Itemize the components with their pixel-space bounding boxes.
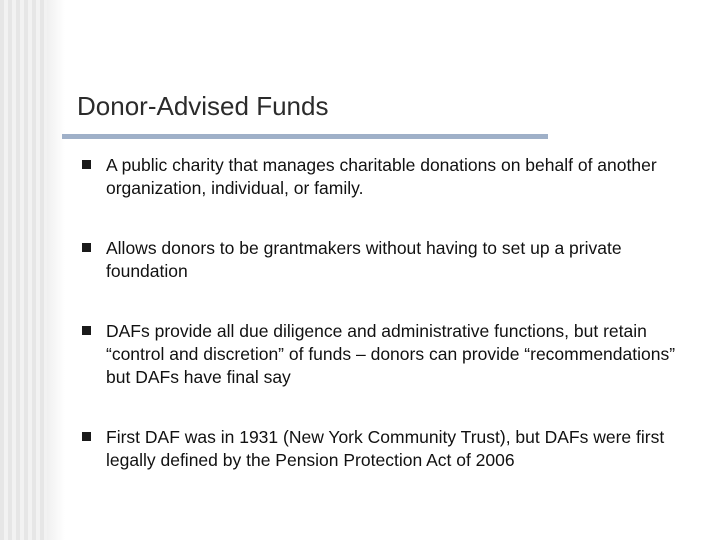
square-bullet-icon <box>82 243 91 252</box>
square-bullet-icon <box>82 432 91 441</box>
bullet-text: Allows donors to be grantmakers without having to set up a private foundation <box>106 238 622 281</box>
bullet-text: A public charity that manages charitable donations on behalf of another organization, individual, or family. <box>106 155 657 198</box>
bullet-text: DAFs provide all due diligence and administrative functions, but retain “control and discretion” of funds – donors can provide “recommendations” but DAFs have final say <box>106 321 676 387</box>
slide-title: Donor-Advised Funds <box>77 91 329 121</box>
bullet-text: First DAF was in 1931 (New York Community Trust), but DAFs were first legally defined by the Pension Protection Act of 2006 <box>106 427 665 470</box>
square-bullet-icon <box>82 326 91 335</box>
square-bullet-icon <box>82 160 91 169</box>
